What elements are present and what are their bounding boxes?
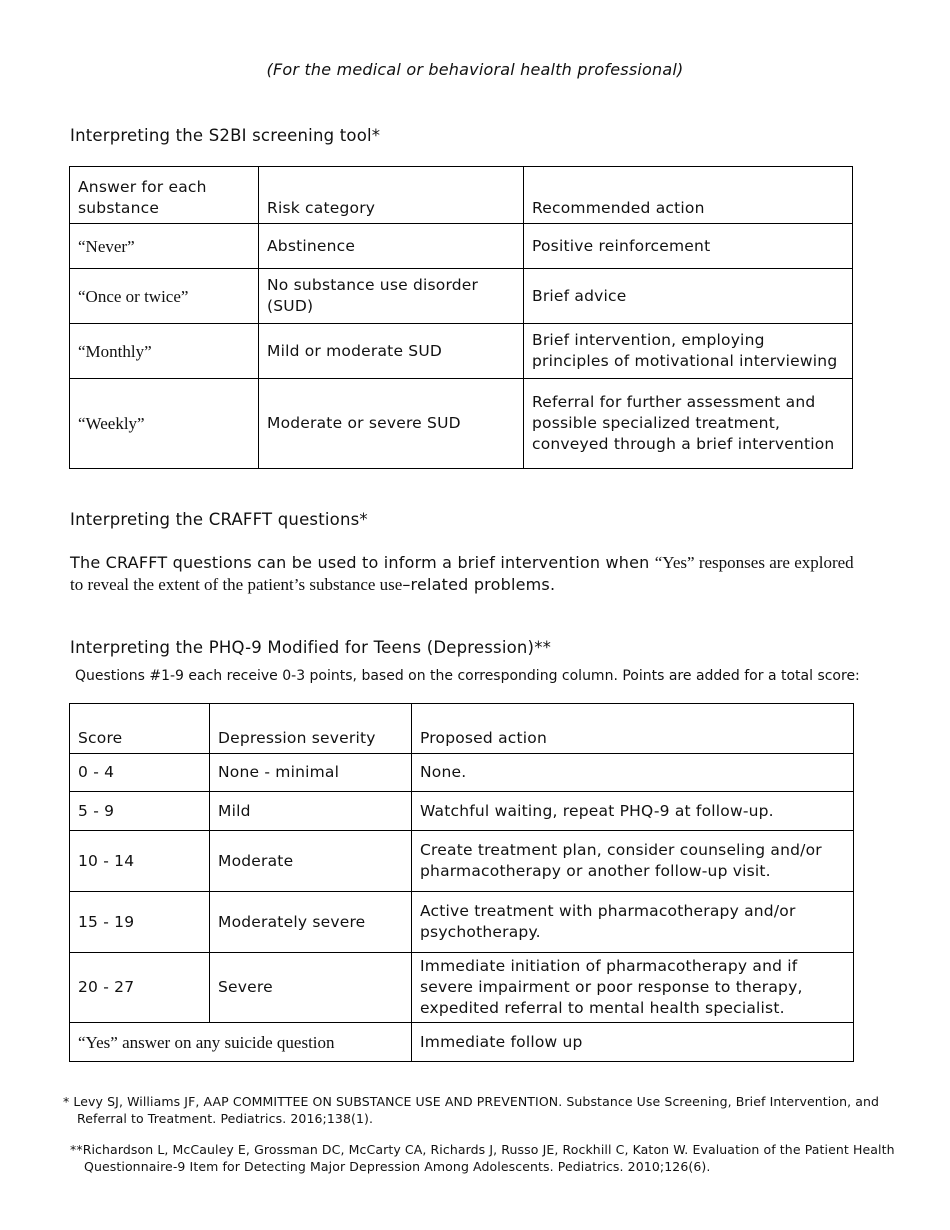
answer-cell: “Never” (70, 224, 259, 269)
action-cell: Referral for further assessment and possible specialized treatment, conveyed through a brief intervention (524, 379, 853, 469)
suicide-question-cell: “Yes” answer on any suicide question (70, 1023, 412, 1062)
crafft-text-part1: The CRAFFT questions can be used to inform a brief intervention when (70, 553, 655, 572)
action-cell: Positive reinforcement (524, 224, 853, 269)
crafft-text-part3: –related problems. (402, 575, 556, 594)
action-cell: Brief intervention, employing principles of motivational interviewing (524, 324, 853, 379)
table-row (70, 892, 854, 953)
phq9-heading: Interpreting the PHQ-9 Modified for Teens (Depression)** (70, 638, 552, 657)
table-row (70, 1023, 854, 1062)
phq9-note: Questions #1-9 each receive 0-3 points, based on the corresponding column. Points are added for a total score: (75, 668, 860, 684)
score-cell: 0 - 4 (70, 754, 210, 792)
severity-cell: Severe (210, 953, 412, 1023)
risk-cell: No substance use disorder (SUD) (259, 269, 524, 324)
score-cell: 20 - 27 (70, 953, 210, 1023)
severity-cell: Mild (210, 792, 412, 831)
table-row (70, 792, 854, 831)
table-row (70, 754, 854, 792)
action-cell: Immediate initiation of pharmacotherapy and if severe impairment or poor response to therapy, expedited referral to mental health specialist. (412, 953, 854, 1023)
action-cell: Brief advice (524, 269, 853, 324)
score-cell: 5 - 9 (70, 792, 210, 831)
risk-cell: Moderate or severe SUD (259, 379, 524, 469)
answer-cell: “Weekly” (70, 379, 259, 469)
table-row (70, 953, 854, 1023)
column-header: Proposed action (412, 704, 854, 754)
action-cell: Active treatment with pharmacotherapy and/or psychotherapy. (412, 892, 854, 953)
table-row (70, 324, 853, 379)
table-row (70, 269, 853, 324)
column-header: Score (70, 704, 210, 754)
action-cell: Immediate follow up (412, 1023, 854, 1062)
phq9-table (69, 703, 854, 1062)
severity-cell: Moderately severe (210, 892, 412, 953)
crafft-heading: Interpreting the CRAFFT questions* (70, 510, 368, 529)
column-header: Recommended action (524, 167, 853, 224)
table-row (70, 379, 853, 469)
severity-cell: Moderate (210, 831, 412, 892)
crafft-text-part2: “Yes” responses are explored to reveal the extent of the patient’s substance use (70, 553, 854, 594)
action-cell: Create treatment plan, consider counseling and/or pharmacotherapy or another follow-up visit. (412, 831, 854, 892)
risk-cell: Mild or moderate SUD (259, 324, 524, 379)
score-cell: 10 - 14 (70, 831, 210, 892)
answer-cell: “Once or twice” (70, 269, 259, 324)
column-header: Answer for each substance (70, 167, 259, 224)
crafft-paragraph (70, 552, 870, 596)
reference-2: **Richardson L, McCauley E, Grossman DC, McCarty CA, Richards J, Russo JE, Rockhill C, Katon W. Evaluation of the Patient Health Questionnaire-9 Item for Detecting Major Depression Among Adolescents. Pediatrics. 2010;126(6). (70, 1142, 895, 1174)
page-subtitle: (For the medical or behavioral health professional) (266, 60, 684, 79)
table-header-row (70, 704, 854, 754)
risk-cell: Abstinence (259, 224, 524, 269)
answer-cell: “Monthly” (70, 324, 259, 379)
column-header: Depression severity (210, 704, 412, 754)
table-header-row (70, 167, 853, 224)
action-cell: Watchful waiting, repeat PHQ-9 at follow-up. (412, 792, 854, 831)
table-row (70, 831, 854, 892)
column-header: Risk category (259, 167, 524, 224)
action-cell: None. (412, 754, 854, 792)
severity-cell: None - minimal (210, 754, 412, 792)
score-cell: 15 - 19 (70, 892, 210, 953)
table-row (70, 224, 853, 269)
reference-1: * Levy SJ, Williams JF, AAP COMMITTEE ON SUBSTANCE USE AND PREVENTION. Substance Use Screening, Brief Intervention, and Referral to Treatment. Pediatrics. 2016;138(1). (63, 1094, 880, 1126)
s2bi-heading: Interpreting the S2BI screening tool* (70, 126, 381, 145)
s2bi-table (69, 166, 853, 469)
